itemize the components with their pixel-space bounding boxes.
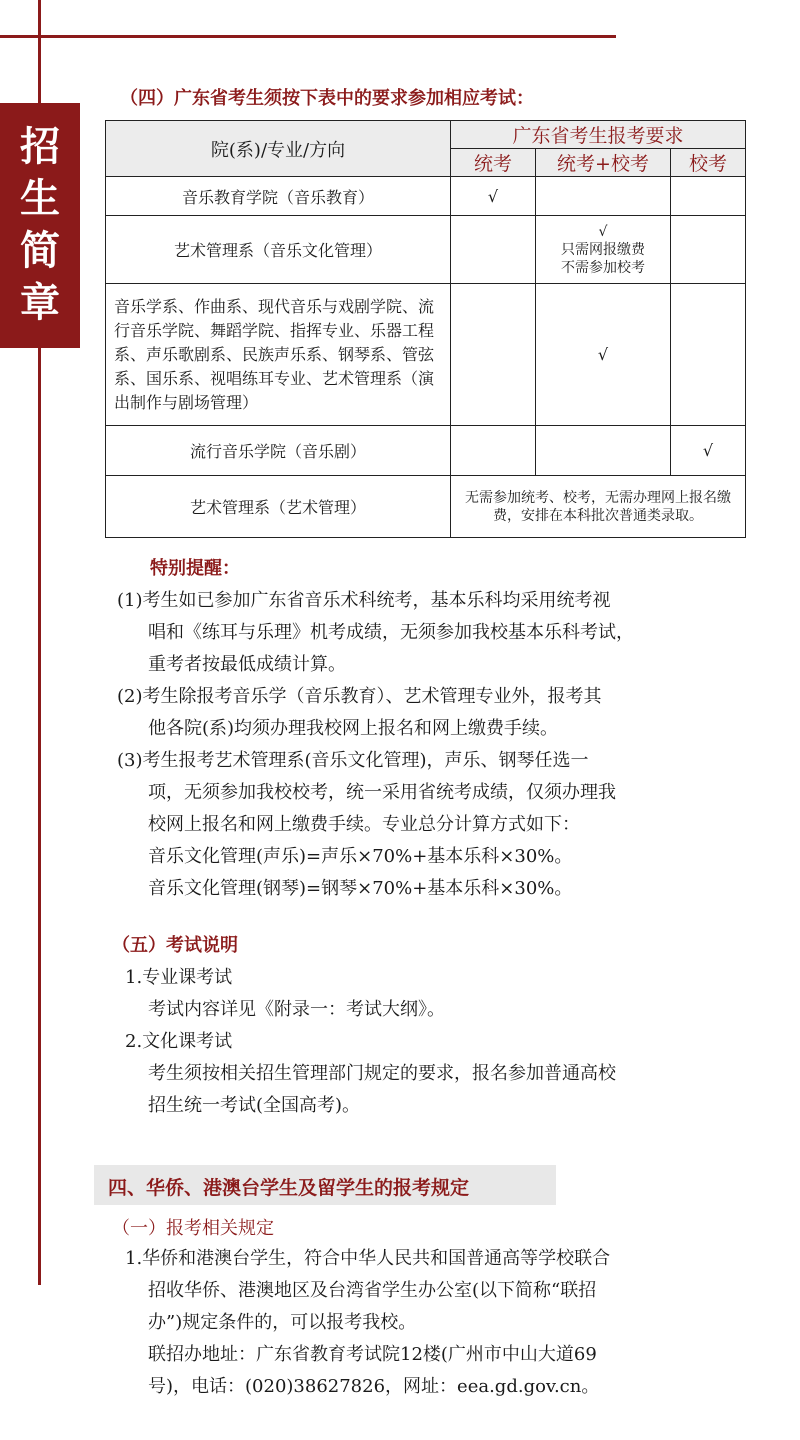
reminder-1-line: 唱和《练耳与乐理》机考成绩，无须参加我校基本乐科考试， bbox=[148, 622, 634, 643]
table-row bbox=[106, 177, 746, 216]
requirements-table bbox=[105, 120, 746, 538]
cell-note: 不需参加校考 bbox=[561, 259, 645, 276]
reminder-2-line: 他各院(系)均须办理我校网上报名和网上缴费手续。 bbox=[148, 718, 559, 739]
side-tag-char: 简 bbox=[20, 227, 60, 274]
part-4-address: 联招办地址：广东省教育考试院12楼(广州市中山大道69 bbox=[148, 1344, 597, 1365]
formula-vocal: 音乐文化管理(声乐)=声乐×70%+基本乐科×30%。 bbox=[148, 846, 573, 867]
row-name: 音乐学系、作曲系、现代音乐与戏剧学院、流行音乐学院、舞蹈学院、指挥专业、乐器工程系、声乐歌剧系、民族声乐系、钢琴系、管弦系、国乐系、视唱练耳专业、艺术管理系（演出制作与剧场管理） bbox=[106, 284, 451, 426]
reminder-1-line: 重考者按最低成绩计算。 bbox=[148, 654, 346, 675]
table-row bbox=[106, 216, 746, 284]
part-4-contact: 号)，电话：(020)38627826，网址：eea.gd.gov.cn。 bbox=[148, 1376, 600, 1397]
col-group-header: 广东省考生报考要求 bbox=[451, 121, 746, 149]
side-tag-char: 生 bbox=[20, 175, 60, 222]
cell-school bbox=[671, 177, 746, 216]
table-row bbox=[106, 284, 746, 426]
col-major-header: 院(系)/专业/方向 bbox=[106, 121, 451, 177]
part-4-line: 招收华侨、港澳地区及台湾省学生办公室(以下简称“联招 bbox=[148, 1280, 597, 1301]
part-4-subheading: （一）报考相关规定 bbox=[112, 1218, 274, 1239]
sec5-item-1: 1.专业课考试 bbox=[125, 967, 233, 988]
sec5-item-2-line: 招生统一考试(全国高考)。 bbox=[148, 1095, 361, 1116]
cell-school: √ bbox=[671, 426, 746, 476]
part-4-title: 四、华侨、港澳台学生及留学生的报考规定 bbox=[108, 1177, 470, 1199]
cell-unified bbox=[451, 426, 536, 476]
top-rule bbox=[0, 35, 616, 38]
part-4-title-bar bbox=[94, 1165, 556, 1205]
reminder-3-line: 项，无须参加我校校考，统一采用省统考成绩，仅须办理我 bbox=[148, 782, 616, 803]
cell-school bbox=[671, 284, 746, 426]
side-tag-char: 章 bbox=[20, 279, 60, 326]
row-name: 艺术管理系（艺术管理） bbox=[106, 476, 451, 538]
row-name: 音乐教育学院（音乐教育） bbox=[106, 177, 451, 216]
cell-school bbox=[671, 216, 746, 284]
reminder-3-line: (3)考生报考艺术管理系(音乐文化管理)，声乐、钢琴任选一 bbox=[117, 750, 589, 771]
cell-both bbox=[536, 177, 671, 216]
reminder-3-line: 校网上报名和网上缴费手续。专业总分计算方式如下： bbox=[148, 814, 580, 835]
table-row bbox=[106, 426, 746, 476]
formula-piano: 音乐文化管理(钢琴)=钢琴×70%+基本乐科×30%。 bbox=[148, 878, 573, 899]
sec5-item-2: 2.文化课考试 bbox=[125, 1031, 233, 1052]
cell-unified: √ bbox=[451, 177, 536, 216]
cell-merged: 无需参加统考、校考，无需办理网上报名缴费，安排在本科批次普通类录取。 bbox=[451, 476, 746, 538]
col-both-header: 统考+校考 bbox=[536, 149, 671, 177]
cell-unified bbox=[451, 284, 536, 426]
reminder-title: 特别提醒： bbox=[150, 558, 240, 579]
reminder-1-line: (1)考生如已参加广东省音乐术科统考，基本乐科均采用统考视 bbox=[117, 590, 611, 611]
part-4-line: 1.华侨和港澳台学生，符合中华人民共和国普通高等学校联合 bbox=[125, 1248, 611, 1269]
table-row bbox=[106, 476, 746, 538]
row-name: 艺术管理系（音乐文化管理） bbox=[106, 216, 451, 284]
reminder-2-line: (2)考生除报考音乐学（音乐教育）、艺术管理专业外，报考其 bbox=[117, 686, 602, 707]
cell-unified bbox=[451, 216, 536, 284]
cell-both bbox=[536, 426, 671, 476]
cell-both bbox=[536, 216, 671, 284]
side-tag-char: 招 bbox=[20, 123, 60, 170]
col-school-header: 校考 bbox=[671, 149, 746, 177]
part-4-line: 办”)规定条件的，可以报考我校。 bbox=[148, 1312, 417, 1333]
section-4-heading: （四）广东省考生须按下表中的要求参加相应考试： bbox=[120, 88, 534, 109]
section-5-heading: （五）考试说明 bbox=[112, 935, 238, 956]
cell-note: 只需网报缴费 bbox=[561, 241, 645, 258]
cell-both: √ bbox=[536, 284, 671, 426]
sec5-item-1-text: 考试内容详见《附录一：考试大纲》。 bbox=[148, 999, 445, 1020]
check-mark: √ bbox=[598, 223, 608, 240]
col-unified-header: 统考 bbox=[451, 149, 536, 177]
side-tag bbox=[0, 103, 80, 348]
row-name: 流行音乐学院（音乐剧） bbox=[106, 426, 451, 476]
sec5-item-2-line: 考生须按相关招生管理部门规定的要求，报名参加普通高校 bbox=[148, 1063, 616, 1084]
